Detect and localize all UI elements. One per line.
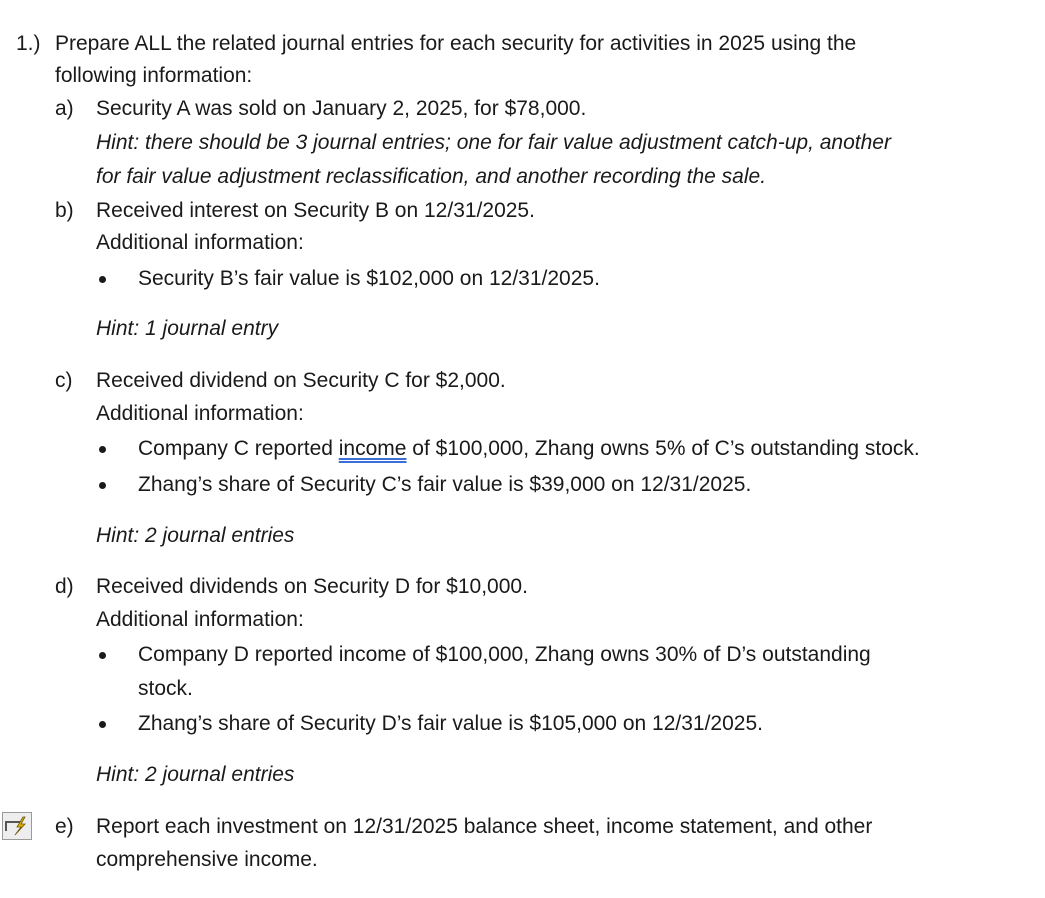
bullet-icon [99,446,106,453]
item-a-hint-line-2: for fair value adjustment reclassification, and another recording the sale. [96,165,767,188]
question-number: 1.) [16,32,41,55]
item-b-hint: Hint: 1 journal entry [96,317,279,340]
item-d-marker: d) [55,575,74,598]
spelling-flagged-word[interactable]: income [338,437,407,460]
item-d-hint: Hint: 2 journal entries [96,763,295,786]
item-d-text: Received dividends on Security D for $10,000. [96,575,528,598]
item-d-bullet-1-line-1: Company D reported income of $100,000, Zhang owns 30% of D’s outstanding [138,643,871,666]
question-prompt-line-1: Prepare ALL the related journal entries for each security for activities in 2025 using the [55,32,857,55]
bullet-icon [99,276,106,283]
item-b-text: Received interest on Security B on 12/31/2025. [96,199,535,222]
item-c-bullet-1 [138,436,920,462]
item-e-text-line-2: comprehensive income. [96,848,318,871]
bullet-icon [99,652,106,659]
item-c-text: Received dividend on Security C for $2,000. [96,369,506,392]
item-b-bullet-1: Security B’s fair value is $102,000 on 12/31/2025. [138,267,600,290]
lightning-marker-icon [3,813,31,839]
item-c-bullet-2: Zhang’s share of Security C’s fair value is $39,000 on 12/31/2025. [138,473,752,496]
item-a-marker: a) [55,97,74,120]
item-b-additional-label: Additional information: [96,231,304,254]
item-c-bullet-1-pre: Company C reported [138,437,339,460]
item-d-additional-label: Additional information: [96,608,304,631]
item-d-bullet-1-line-2: stock. [138,677,193,700]
item-b-marker: b) [55,199,74,222]
item-e-marker: e) [55,815,74,838]
question-prompt-line-2: following information: [55,64,253,87]
item-d-bullet-2: Zhang’s share of Security D’s fair value is $105,000 on 12/31/2025. [138,712,763,735]
item-a-hint-line-1: Hint: there should be 3 journal entries; one for fair value adjustment catch-up, another [96,131,891,154]
item-c-marker: c) [55,369,73,392]
item-c-hint: Hint: 2 journal entries [96,524,295,547]
item-a-text: Security A was sold on January 2, 2025, for $78,000. [96,97,587,120]
bullet-icon [99,482,106,489]
paragraph-marker-icon[interactable] [2,812,32,840]
item-c-additional-label: Additional information: [96,402,304,425]
item-e-text-line-1: Report each investment on 12/31/2025 balance sheet, income statement, and other [96,815,873,838]
item-c-bullet-1-post: of $100,000, Zhang owns 5% of C’s outstanding stock. [406,437,920,460]
bullet-icon [99,721,106,728]
